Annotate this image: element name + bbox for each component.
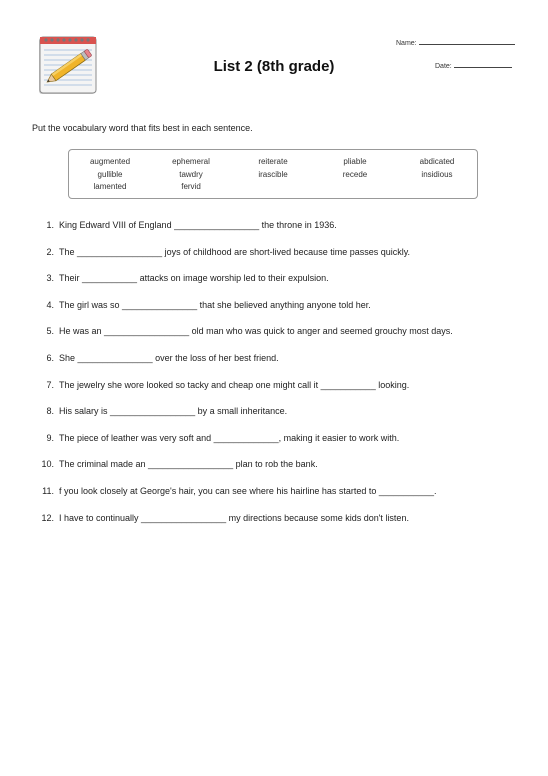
word-bank-item: tawdry [179, 169, 203, 179]
instruction-text: Put the vocabulary word that fits best in each sentence. [32, 123, 253, 133]
sentence-number: 11. [42, 485, 54, 496]
sentence-text: I have to continually _________________ my directions because some kids don't listen. [59, 512, 409, 523]
sentence-text: The girl was so _______________ that she believed anything anyone told her. [59, 299, 371, 310]
sentence-text: Their ___________ attacks on image worship led to their expulsion. [59, 273, 329, 284]
sentence-number: 5. [46, 326, 54, 337]
sentence-item [36, 485, 516, 512]
word-bank-item: augmented [89, 157, 131, 166]
word-bank-item: recede [342, 169, 368, 179]
sentence-text: The jewelry she wore looked so tacky and cheap one might call it ___________ looking. [59, 379, 410, 390]
page-title: List 2 (8th grade) [213, 58, 335, 75]
word-bank-item: gullible [97, 169, 123, 179]
word-bank [68, 149, 478, 199]
date-blank-line[interactable] [454, 61, 512, 68]
word-bank-item: insidious [421, 169, 453, 179]
date-field[interactable] [435, 61, 512, 70]
word-bank-item: fervid [181, 182, 201, 191]
word-bank-item: lamented [93, 182, 127, 191]
sentence-number: 1. [46, 220, 54, 230]
sentence-item [36, 432, 516, 459]
sentence-item [36, 512, 516, 539]
sentence-number: 12. [41, 512, 54, 523]
sentence-text: The _________________ joys of childhood are short-lived because time passes quickly. [59, 246, 411, 257]
sentence-text: His salary is _________________ by a small inheritance. [59, 406, 288, 417]
sentence-item [36, 405, 516, 432]
word-bank-item: ephemeral [172, 157, 210, 166]
sentence-number: 3. [46, 273, 54, 284]
sentence-item [36, 458, 516, 485]
name-blank-line[interactable] [419, 38, 515, 45]
sentence-item [36, 272, 516, 299]
word-bank-item: reiterate [258, 157, 288, 166]
word-bank-item: pliable [343, 157, 367, 166]
sentence-number: 2. [46, 246, 54, 257]
sentence-text: She _______________ over the loss of her best friend. [59, 352, 279, 363]
sentence-text: He was an _________________ old man who was quick to anger and seemed grouchy most days. [59, 326, 453, 337]
sentence-number: 9. [46, 432, 54, 443]
sentence-text: The piece of leather was very soft and _____________, making it easier to work with. [59, 432, 400, 443]
sentence-item [36, 219, 516, 246]
date-label: Date: [435, 63, 452, 70]
sentence-text: The criminal made an _________________ plan to rob the bank. [59, 459, 318, 470]
sentence-text: King Edward VIII of England _________________ the throne in 1936. [59, 220, 337, 230]
name-label: Name: [396, 40, 417, 47]
sentence-text: f you look closely at George's hair, you can see where his hairline has started to ___________. [59, 485, 437, 496]
sentence-number: 7. [46, 379, 54, 390]
word-bank-item: abdicated [419, 157, 455, 166]
sentence-item [36, 352, 516, 379]
name-field[interactable] [396, 38, 515, 47]
sentence-item [36, 325, 516, 352]
sentence-list [36, 219, 516, 538]
word-bank-item: irascible [258, 169, 288, 179]
sentence-number: 8. [46, 406, 54, 417]
sentence-number: 4. [46, 299, 54, 310]
sentence-number: 6. [46, 352, 54, 363]
sentence-number: 10. [41, 459, 54, 470]
sentence-item [36, 246, 516, 273]
sentence-item [36, 299, 516, 326]
sentence-item [36, 379, 516, 406]
